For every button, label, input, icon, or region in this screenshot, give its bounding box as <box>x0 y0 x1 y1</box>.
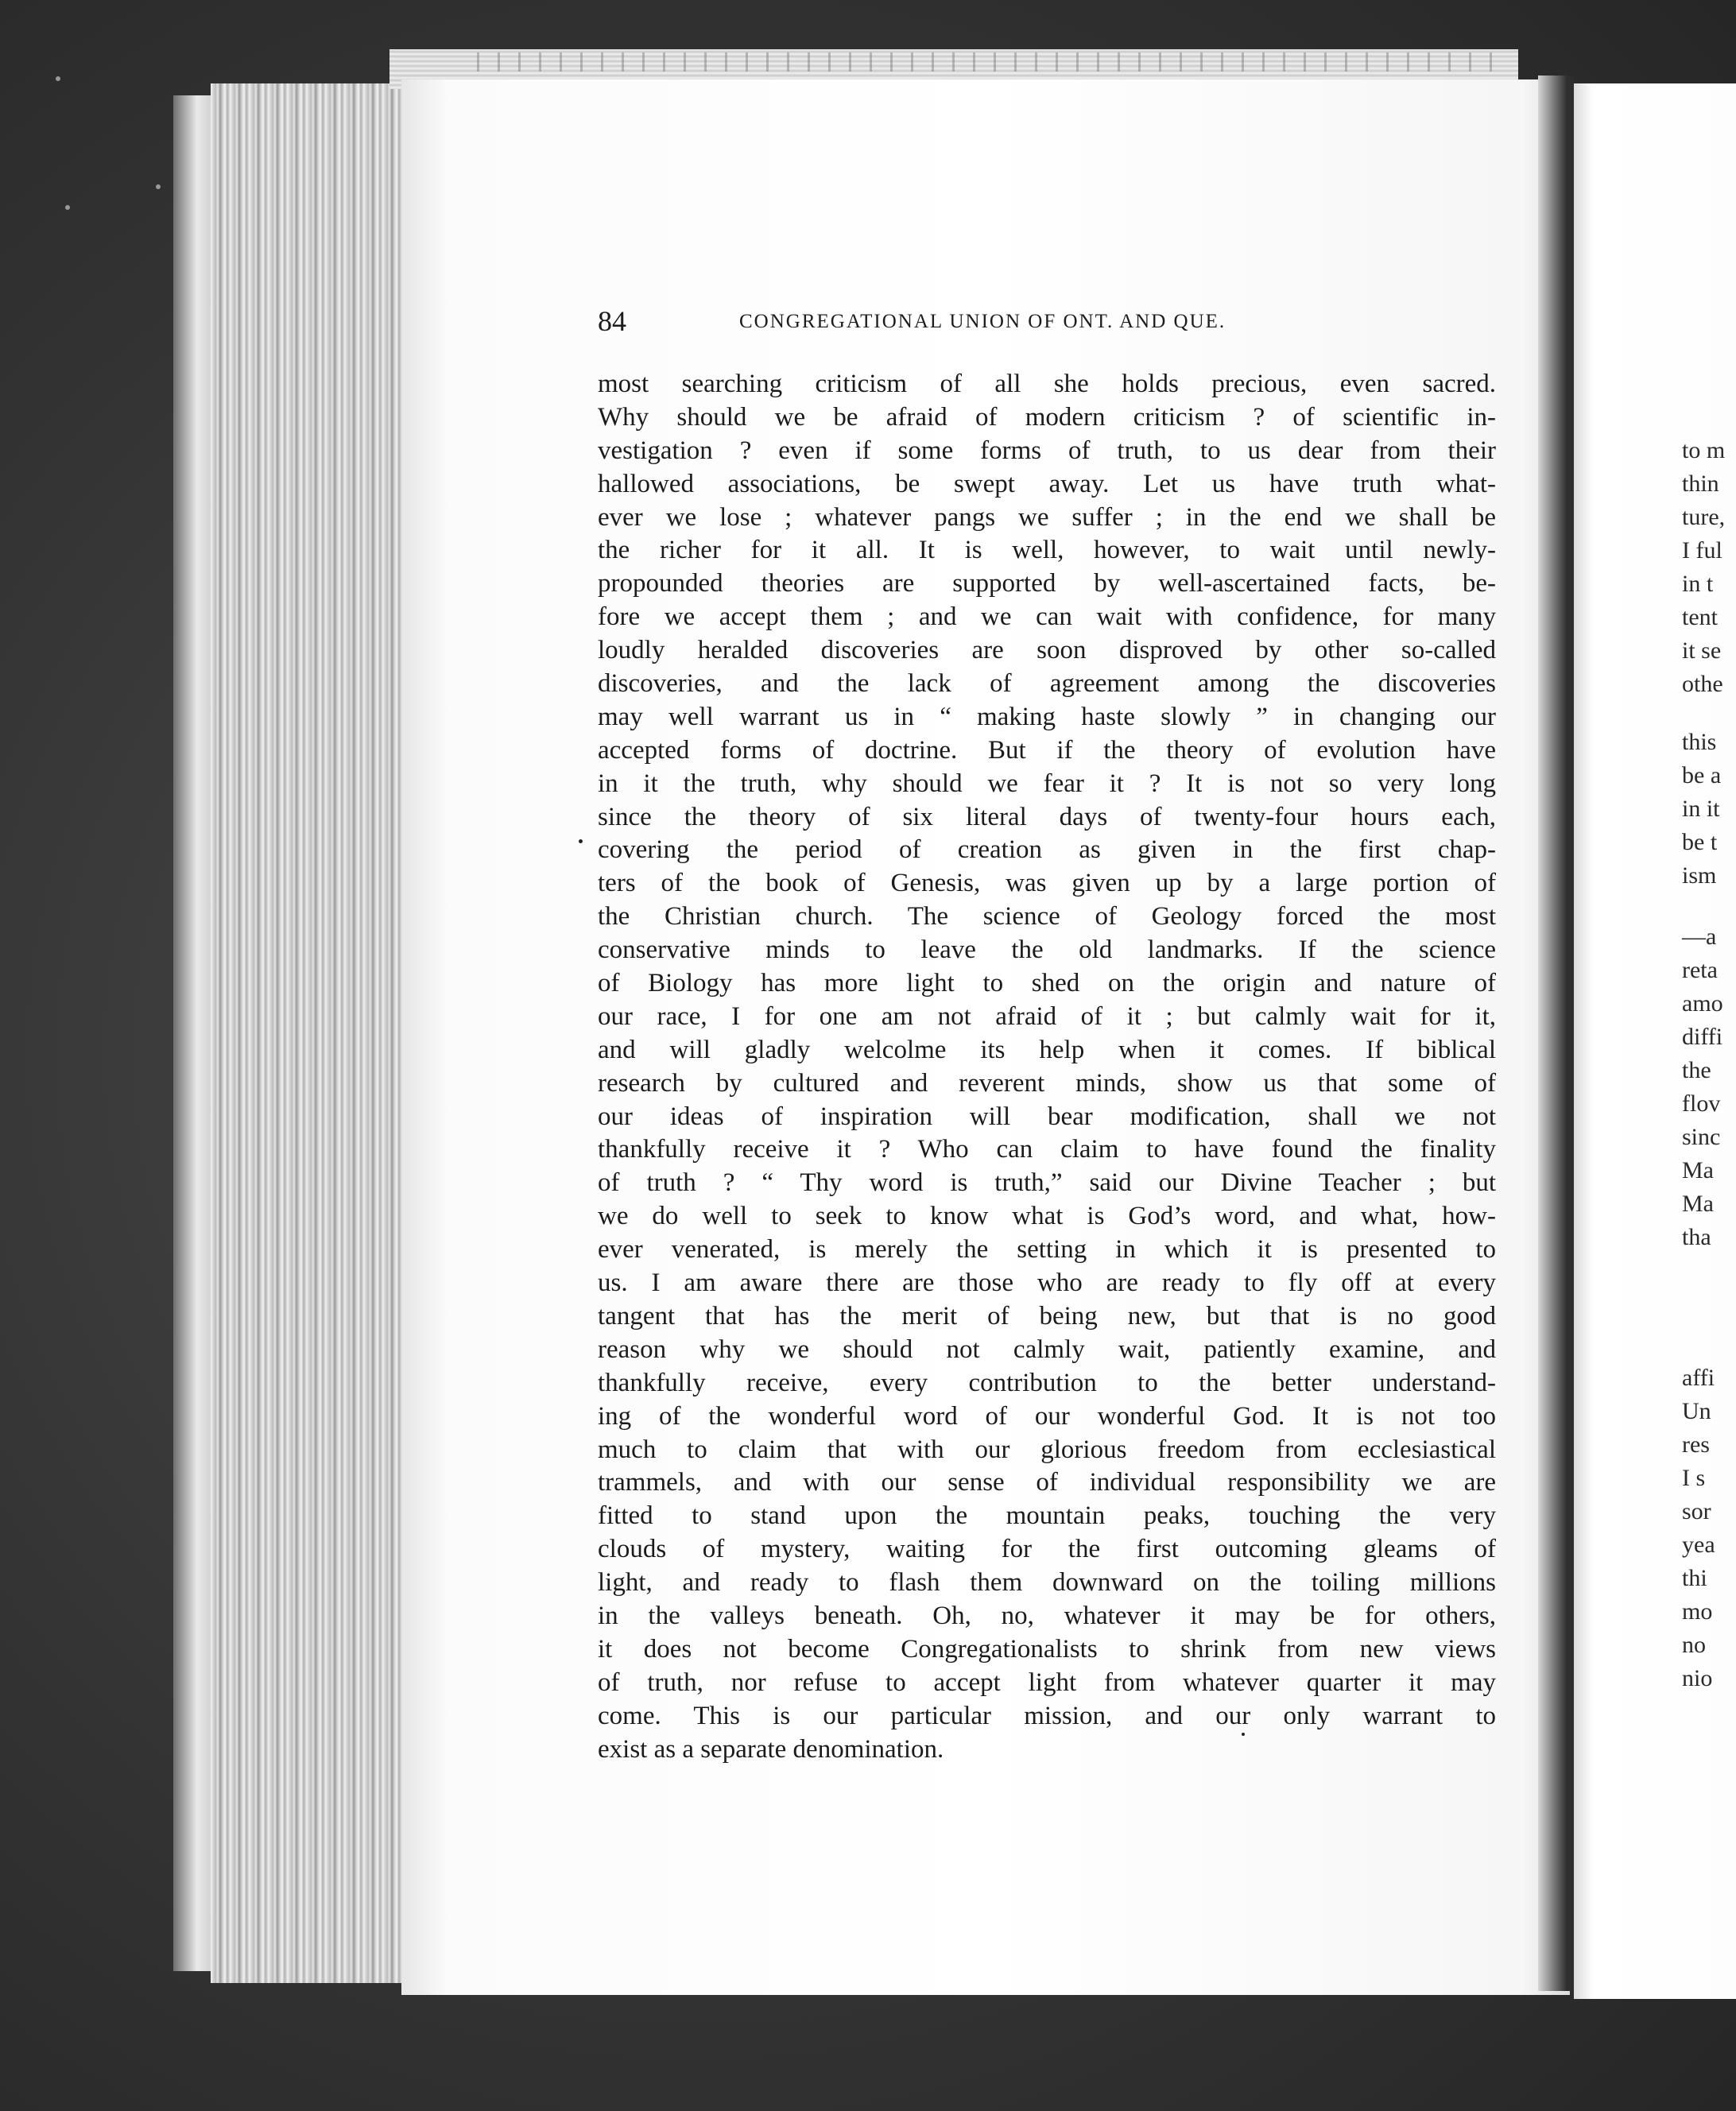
margin-mark <box>1242 1733 1245 1736</box>
facing-page-line: thi <box>1682 1565 1707 1591</box>
text-line: trammels, and with our sense of individual responsibility we are <box>598 1468 1496 1497</box>
text-line: come. This is our particular mission, and our only warrant to <box>598 1701 1496 1730</box>
facing-page-line: ism <box>1682 862 1717 889</box>
body-text <box>598 368 1496 1766</box>
text-line: us. I am aware there are those who are ready to fly off at every <box>598 1269 1496 1298</box>
gutter-shadow <box>1538 76 1574 1991</box>
scan-speck <box>156 184 161 189</box>
margin-mark <box>579 839 583 843</box>
text-line: of Biology has more light to shed on the origin and nature of <box>598 969 1496 998</box>
text-line: clouds of mystery, waiting for the first outcoming gleams of <box>598 1535 1496 1564</box>
facing-page-line: in it <box>1682 796 1720 822</box>
book-top-strip-marks <box>477 52 1510 72</box>
facing-page-line: no <box>1682 1632 1706 1658</box>
facing-page-line: sor <box>1682 1498 1711 1524</box>
facing-page-line: it se <box>1682 637 1722 664</box>
facing-page-line: Ma <box>1682 1191 1714 1217</box>
text-line: fore we accept them ; and we can wait with confidence, for many <box>598 602 1496 632</box>
text-line: tangent that has the merit of being new, but that is no good <box>598 1301 1496 1331</box>
scan-speck <box>65 205 70 210</box>
facing-page-line: diffi <box>1682 1024 1723 1050</box>
text-line: Why should we be afraid of modern criticism ? of scientific in- <box>598 402 1496 432</box>
facing-page-line: be t <box>1682 829 1718 855</box>
text-line: ever we lose ; whatever pangs we suffer ; in the end we shall be <box>598 502 1496 532</box>
text-line: and will gladly welcolme its help when it comes. If biblical <box>598 1035 1496 1064</box>
facing-page-line: mo <box>1682 1598 1713 1625</box>
facing-page-line: yea <box>1682 1532 1715 1558</box>
text-line: vestigation ? even if some forms of truth, to us dear from their <box>598 436 1496 465</box>
text-line: in it the truth, why should we fear it ? It is not so very long <box>598 769 1496 798</box>
text-line: exist as a separate denomination. <box>598 1734 944 1764</box>
facing-page-line: ture, <box>1682 504 1726 530</box>
text-line: conservative minds to leave the old landmarks. If the science <box>598 935 1496 965</box>
text-line: since the theory of six literal days of twenty-four hours each, <box>598 802 1496 831</box>
text-line: reason why we should not calmly wait, patiently examine, and <box>598 1334 1496 1364</box>
text-line: hallowed associations, be swept away. Let us have truth what- <box>598 469 1496 498</box>
right-page <box>1574 83 1736 1999</box>
text-line: most searching criticism of all she holds precious, even sacred. <box>598 370 1496 398</box>
facing-page-line: sinc <box>1682 1124 1721 1150</box>
text-line: discoveries, and the lack of agreement among the discoveries <box>598 669 1496 699</box>
text-line: thankfully receive it ? Who can claim to have found the finality <box>598 1135 1496 1164</box>
book-page-edges <box>211 83 409 1983</box>
facing-page-line: flov <box>1682 1090 1721 1117</box>
facing-page-line: thin <box>1682 471 1719 497</box>
running-head-title: CONGREGATIONAL UNION OF ONT. AND QUE. <box>739 311 1226 332</box>
facing-page-line: amo <box>1682 990 1723 1017</box>
facing-page-line: in t <box>1682 571 1714 597</box>
text-line: light, and ready to flash them downward on the toiling millions <box>598 1568 1496 1598</box>
text-line: ever venerated, is merely the setting in which it is presented to <box>598 1235 1496 1265</box>
facing-page-line: be a <box>1682 762 1722 788</box>
text-line: ing of the wonderful word of our wonderful God. It is not too <box>598 1401 1496 1431</box>
text-line: much to claim that with our glorious freedom from ecclesiastical <box>598 1435 1496 1464</box>
facing-page-line: affi <box>1682 1365 1715 1391</box>
text-line: it does not become Congregationalists to shrink from new views <box>598 1634 1496 1664</box>
text-line: the Christian church. The science of Geology forced the most <box>598 902 1496 932</box>
facing-page-line: tent <box>1682 604 1718 630</box>
facing-page-line: res <box>1682 1431 1710 1458</box>
text-line: loudly heralded discoveries are soon disproved by other so-called <box>598 636 1496 665</box>
text-line: of truth, nor refuse to accept light from whatever quarter it may <box>598 1667 1496 1697</box>
text-line: accepted forms of doctrine. But if the theory of evolution have <box>598 735 1496 765</box>
text-line: in the valleys beneath. Oh, no, whatever it may be for others, <box>598 1601 1496 1630</box>
facing-page-line: nio <box>1682 1665 1713 1691</box>
page-number: 84 <box>598 305 626 337</box>
facing-page-line: to m <box>1682 437 1726 463</box>
text-line: research by cultured and reverent minds, show us that some of <box>598 1068 1496 1098</box>
facing-page-line: I ful <box>1682 537 1722 564</box>
text-line: covering the period of creation as given in the first chap- <box>598 835 1496 865</box>
text-line: of truth ? “ Thy word is truth,” said our Divine Teacher ; but <box>598 1168 1496 1198</box>
text-line: thankfully receive, every contribution to the better understand- <box>598 1368 1496 1397</box>
facing-page-line: this <box>1682 729 1717 755</box>
scan-speck <box>56 76 60 81</box>
text-line: ters of the book of Genesis, was given up by a large portion of <box>598 869 1496 898</box>
text-line: propounded theories are supported by well-ascertained facts, be- <box>598 569 1496 598</box>
facing-page-line: reta <box>1682 957 1718 983</box>
facing-page-line: I s <box>1682 1465 1706 1491</box>
facing-page-line: Ma <box>1682 1157 1714 1183</box>
text-line: the richer for it all. It is well, however, to wait until newly- <box>598 536 1496 565</box>
text-line: we do well to seek to know what is God’s word, and what, how- <box>598 1202 1496 1231</box>
running-head <box>598 304 1496 344</box>
facing-page-line: tha <box>1682 1224 1711 1250</box>
facing-page-line: Un <box>1682 1398 1711 1424</box>
text-line: our ideas of inspiration will bear modification, shall we not <box>598 1102 1496 1131</box>
facing-page-line: —a <box>1682 924 1717 950</box>
text-line: may well warrant us in “ making haste slowly ” in changing our <box>598 702 1496 731</box>
facing-page-line: othe <box>1682 671 1723 697</box>
text-line: fitted to stand upon the mountain peaks, touching the very <box>598 1501 1496 1531</box>
text-line: our race, I for one am not afraid of it ; but calmly wait for it, <box>598 1001 1496 1031</box>
facing-page-line: the <box>1682 1057 1711 1083</box>
book-cover-edge <box>173 95 213 1971</box>
